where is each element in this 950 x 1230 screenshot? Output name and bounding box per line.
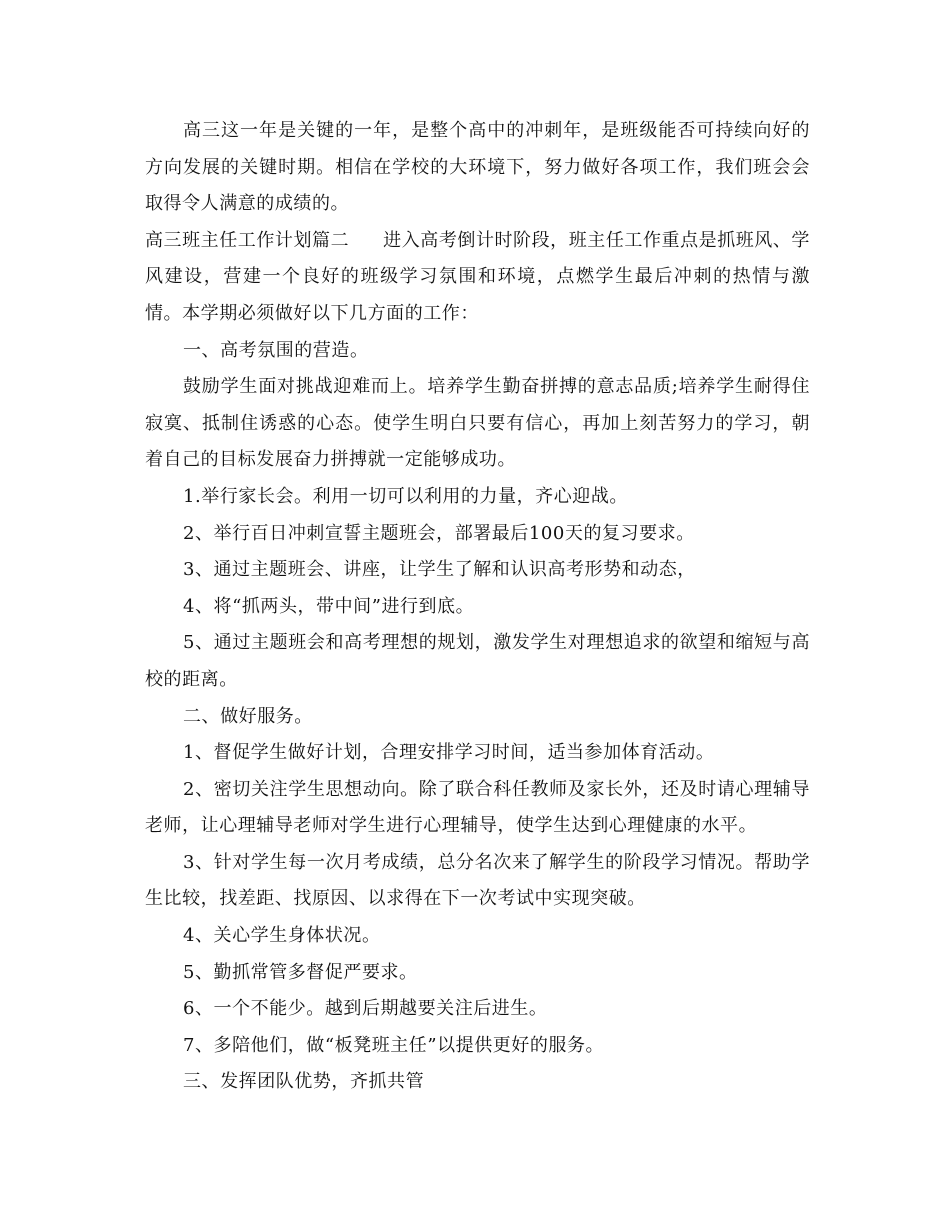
list-item	[145, 1028, 810, 1065]
heading-text: 三、发挥团队优势，齐抓共管	[183, 1071, 425, 1093]
section-title: 高三班主任工作计划篇二	[145, 229, 350, 251]
list-item-text: 4、关心学生身体状况。	[183, 925, 381, 947]
document-body	[145, 113, 810, 1101]
list-item	[145, 479, 810, 516]
list-item	[145, 991, 810, 1028]
list-item	[145, 772, 810, 845]
list-item-text: 7、多陪他们，做“板凳班主任”以提供更好的服务。	[183, 1034, 605, 1056]
list-item-text: 3、针对学生每一次月考成绩，总分名次来了解学生的阶段学习情况。帮助学生比较，找差距、找原因、以求得在下一次考试中实现突破。	[145, 851, 810, 910]
list-item	[145, 918, 810, 955]
paragraph-text: 高三这一年是关键的一年，是整个高中的冲刺年，是班级能否可持续向好的方向发展的关键时期。相信在学校的大环境下，努力做好各项工作，我们班会会取得令人满意的成绩的。	[145, 120, 810, 215]
list-item	[145, 845, 810, 918]
paragraph-section-title	[145, 223, 810, 333]
list-item	[145, 589, 810, 626]
list-item	[145, 955, 810, 992]
list-item-text: 5、勤抓常管多督促严要求。	[183, 961, 418, 983]
paragraph-encourage	[145, 369, 810, 479]
list-item-text: 3、通过主题班会、讲座，让学生了解和认识高考形势和动态，	[183, 559, 696, 581]
list-item-text: 1.举行家长会。利用一切可以利用的力量，齐心迎战。	[183, 485, 628, 507]
heading-three	[145, 1064, 810, 1101]
heading-text: 二、做好服务。	[183, 705, 313, 727]
paragraph-text: 鼓励学生面对挑战迎难而上。培养学生勤奋拼搏的意志品质;培养学生耐得住寂寞、抵制住诱惑的心态。使学生明白只要有信心，再加上刻苦努力的学习，朝着自己的目标发展奋力拼搏就一定能够成功。	[145, 376, 810, 471]
paragraph-text: 进入高考倒计时阶段，班主任工作重点是抓班风、学风建设，营建一个良好的班级学习氛围和环境，点燃学生最后冲刺的热情与激情。本学期必须做好以下几方面的工作：	[145, 229, 810, 324]
heading-one	[145, 333, 810, 370]
list-item-text: 2、密切关注学生思想动向。除了联合科任教师及家长外，还及时请心理辅导老师，让心理辅导老师对学生进行心理辅导，使学生达到心理健康的水平。	[145, 778, 810, 837]
list-item	[145, 625, 810, 698]
list-item-text: 5、通过主题班会和高考理想的规划，激发学生对理想追求的欲望和缩短与高校的距离。	[145, 632, 810, 690]
list-item-text: 2、举行百日冲刺宣誓主题班会，部署最后100天的复习要求。	[183, 522, 695, 544]
paragraph-intro	[145, 113, 810, 223]
list-item-text: 1、督促学生做好计划，合理安排学习时间，适当参加体育活动。	[183, 742, 715, 764]
list-item-text: 6、一个不能少。越到后期越要关注后进生。	[183, 998, 548, 1020]
heading-two	[145, 699, 810, 736]
list-item-text: 4、将“抓两头，带中间”进行到底。	[183, 595, 475, 617]
heading-text: 一、高考氛围的营造。	[183, 339, 369, 361]
list-item	[145, 516, 810, 553]
list-item	[145, 552, 810, 589]
list-item	[145, 735, 810, 772]
